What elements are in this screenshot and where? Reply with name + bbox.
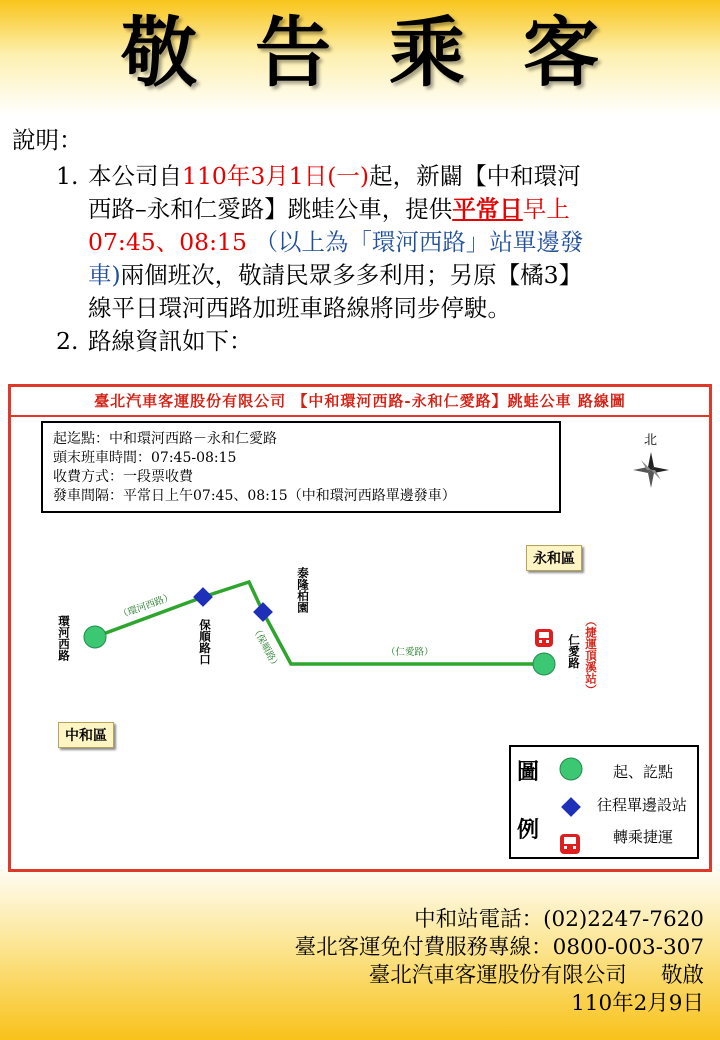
item-1-text-f: 線平日環河西路加班車路線將同步停駛。 (88, 294, 511, 322)
map-legend (509, 745, 699, 859)
route-label-huanhe: （環河西路） (117, 591, 175, 622)
district-yonghe: 永和區 (526, 545, 582, 571)
legend-mrt-label: 轉乘捷運 (613, 828, 674, 846)
stop-label-start: 環河西路 (57, 615, 71, 661)
page-title: 敬告乘客 (121, 8, 657, 97)
service-hotline: 臺北客運免付費服務專線：0800-003-307 (294, 935, 704, 960)
info-frequency: 發車間隔：平常日上午07:45、08:15（中和環河西路單邊發車） (53, 488, 456, 504)
item-1-text-c: 西路–永和仁愛路】跳蛙公車，提供 (88, 195, 453, 223)
start-date: 110年3月1日(一) (182, 162, 370, 190)
legend-title-2: 例 (517, 818, 540, 843)
info-service-hours: 頭末班車時間：07:45-08:15 (53, 450, 237, 466)
end-terminal-icon (533, 653, 555, 675)
company-name: 臺北汽車客運股份有限公司 (368, 963, 627, 988)
legend-stop-label: 往程單邊設站 (597, 796, 688, 814)
station-phone: 中和站電話：(02)2247-7620 (414, 907, 704, 932)
map-header: 臺北汽車客運股份有限公司 【中和環河西路-永和仁愛路】跳蛙公車 路線圖 (11, 387, 709, 417)
notice-date: 110年2月9日 (571, 991, 704, 1016)
stop-diamond-icon (193, 587, 213, 607)
stop-label-end: 仁愛路 (567, 634, 581, 669)
item-2-text: 路線資訊如下： (88, 327, 253, 355)
departure-times: 07:45、08:15 (88, 228, 247, 256)
signature-line (295, 962, 704, 990)
item-1-text (88, 160, 698, 325)
item-1-text-d: 早上 (522, 195, 570, 223)
route-map (8, 384, 712, 872)
start-terminal-icon (84, 626, 106, 648)
stop-diamond-icon (253, 602, 273, 622)
district-zhonghe: 中和區 (58, 722, 114, 748)
notice-heading: 說明： (12, 126, 83, 154)
footer (295, 906, 704, 1018)
item-1-text-b: 起，新闢【中和環河 (369, 162, 581, 190)
legend-title-1: 圖 (517, 760, 540, 785)
item-2-number: 2. (56, 327, 79, 355)
metro-train-icon (535, 629, 553, 647)
legend-terminal-label: 起、訖點 (613, 763, 674, 781)
item-1-text-e: 兩個班次，敬請民眾多多利用；另原【橘3】 (120, 261, 583, 289)
departure-note-end: 車) (88, 261, 121, 289)
closing-word: 敬啟 (660, 963, 704, 988)
item-1-number: 1. (56, 162, 79, 190)
item-1-text-a: 本公司自 (88, 162, 182, 190)
compass-north-label: 北 (644, 433, 658, 448)
stop-label-tailong: 泰隆柏園 (296, 567, 310, 613)
weekday-highlight: 平常日 (452, 195, 523, 223)
stop-label-mrt: （捷運頂溪站） (584, 615, 598, 696)
info-fare: 收費方式：一段票收費 (53, 469, 193, 485)
route-label-renai: （仁愛路） (386, 647, 434, 658)
info-endpoints: 起迄點：中和環河西路－永和仁愛路 (53, 431, 277, 447)
stop-label-baoshun: 保順路口 (198, 619, 212, 665)
route-label-baoshun: （保順路） (249, 624, 282, 672)
departure-note: （以上為「環河西路」站單邊發 (254, 228, 584, 256)
